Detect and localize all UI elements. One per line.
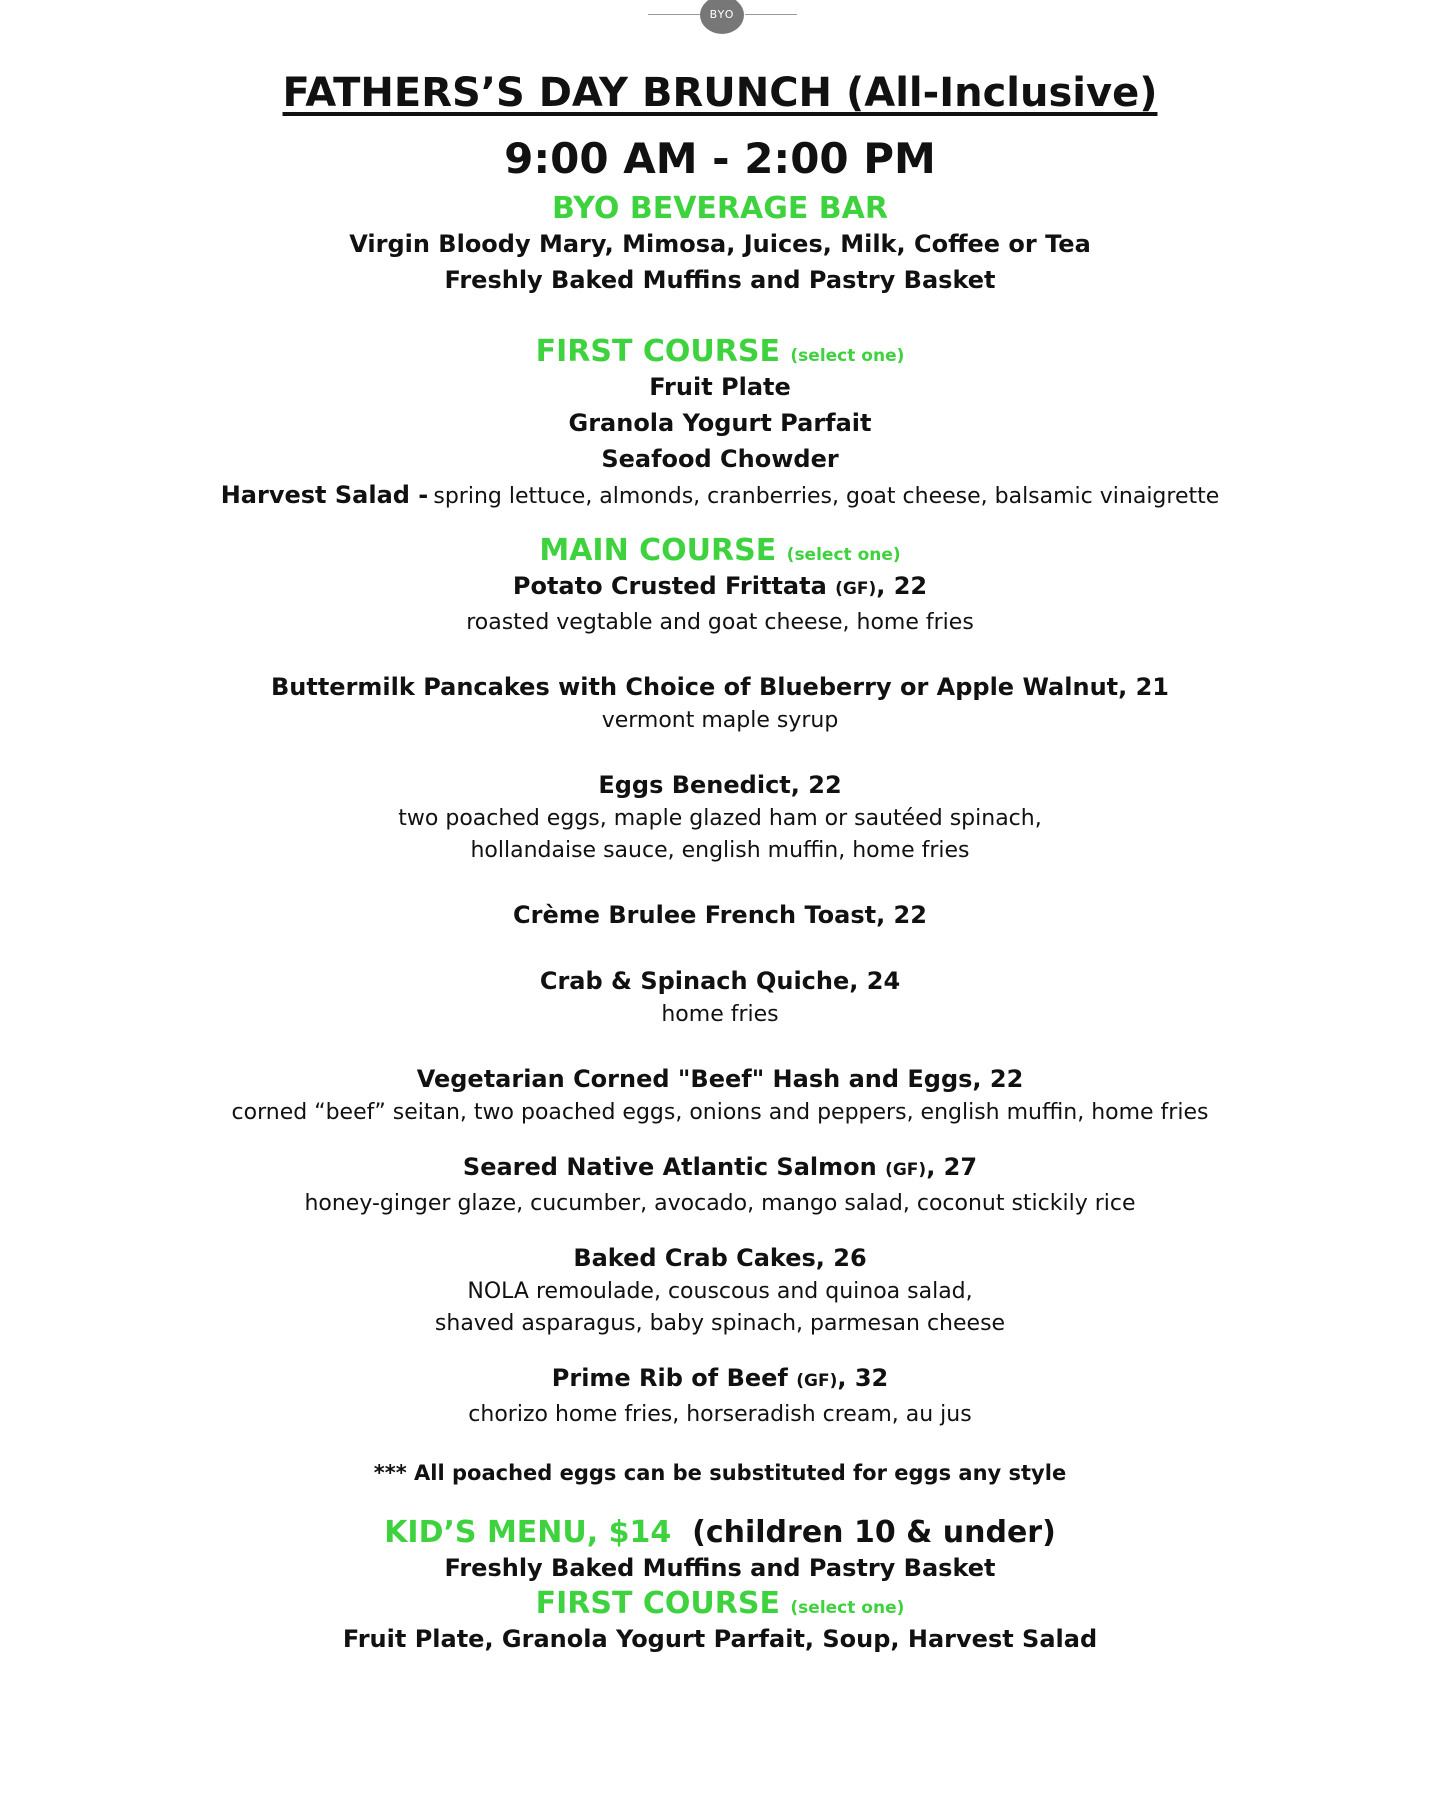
first-course-select-note: (select one): [790, 346, 905, 366]
byo-logo: BYO: [700, 0, 744, 34]
menu-hours: 9:00 AM - 2:00 PM: [504, 134, 936, 183]
main-item-title: Seared Native Atlantic Salmon: [462, 1153, 877, 1181]
main-item-price: , 32: [837, 1364, 889, 1392]
menu-title: FATHERS’S DAY BRUNCH (All-Inclusive): [282, 70, 1158, 116]
logo-divider-left: [648, 14, 700, 15]
kids-first-course-items: Fruit Plate, Granola Yogurt Parfait, Soup, Harvest Salad: [342, 1625, 1098, 1653]
main-item-title: Prime Rib of Beef: [551, 1364, 788, 1392]
main-item-desc: honey-ginger glaze, cucumber, avocado, mango salad, coconut stickily rice: [304, 1191, 1136, 1216]
harvest-salad-name: Harvest Salad -: [220, 481, 429, 509]
main-item-desc: shaved asparagus, baby spinach, parmesan cheese: [434, 1311, 1006, 1336]
harvest-salad-item: [0, 477, 1440, 513]
main-item-desc: two poached eggs, maple glazed ham or sautéed spinach,: [398, 806, 1042, 831]
kids-first-course-select-note: (select one): [790, 1598, 905, 1618]
main-item-name: Buttermilk Pancakes with Choice of Blueberry or Apple Walnut, 21: [270, 673, 1169, 701]
main-item-desc: vermont maple syrup: [601, 708, 839, 733]
main-item-name: Baked Crab Cakes, 26: [573, 1244, 867, 1272]
main-item-name: Crab & Spinach Quiche, 24: [539, 967, 901, 995]
beverage-bar-heading: BYO BEVERAGE BAR: [552, 191, 888, 226]
kids-menu-title: KID’S MENU, $14: [384, 1515, 672, 1550]
kids-menu-age: (children 10 & under): [692, 1515, 1056, 1550]
beverage-line: Freshly Baked Muffins and Pastry Basket: [444, 266, 996, 294]
gluten-free-tag: (GF): [796, 1371, 838, 1391]
first-course-item: Seafood Chowder: [601, 445, 839, 473]
first-course-item: Fruit Plate: [649, 373, 791, 401]
main-item-price: , 22: [876, 572, 928, 600]
main-item-desc: corned “beef” seitan, two poached eggs, onions and peppers, english muffin, home fries: [231, 1100, 1209, 1125]
main-item-desc: NOLA remoulade, couscous and quinoa salad,: [467, 1279, 973, 1304]
main-item-name: Eggs Benedict, 22: [598, 771, 842, 799]
main-item-desc: hollandaise sauce, english muffin, home fries: [470, 838, 970, 863]
poached-eggs-note: *** All poached eggs can be substituted for eggs any style: [373, 1461, 1067, 1485]
main-course-title: MAIN COURSE: [539, 533, 777, 568]
kids-first-course-heading: [0, 1586, 1440, 1621]
brunch-menu: [0, 70, 1440, 1657]
gluten-free-tag: (GF): [885, 1160, 927, 1180]
kids-menu-line: Freshly Baked Muffins and Pastry Basket: [444, 1554, 996, 1582]
main-item-desc: chorizo home fries, horseradish cream, au jus: [468, 1402, 972, 1427]
kids-menu-heading: [0, 1515, 1440, 1550]
main-course-heading: [0, 533, 1440, 568]
main-course-select-note: (select one): [786, 545, 901, 565]
main-item-title: Potato Crusted Frittata: [512, 572, 827, 600]
main-item-name: [0, 568, 1440, 607]
main-item-price: , 27: [926, 1153, 978, 1181]
main-item-desc: roasted vegtable and goat cheese, home fries: [466, 610, 974, 635]
logo-divider-right: [745, 14, 797, 15]
main-item-name: Crème Brulee French Toast, 22: [513, 901, 927, 929]
main-item-desc: home fries: [661, 1002, 779, 1027]
harvest-salad-desc: spring lettuce, almonds, cranberries, goat cheese, balsamic vinaigrette: [433, 484, 1220, 509]
main-item-name: [0, 1149, 1440, 1188]
main-item-name: Vegetarian Corned "Beef" Hash and Eggs, 22: [416, 1065, 1024, 1093]
logo-header: [0, 0, 1440, 40]
main-item-name: [0, 1360, 1440, 1399]
gluten-free-tag: (GF): [835, 579, 877, 599]
first-course-heading: [0, 334, 1440, 369]
first-course-item: Granola Yogurt Parfait: [568, 409, 872, 437]
beverage-line: Virgin Bloody Mary, Mimosa, Juices, Milk, Coffee or Tea: [349, 230, 1091, 258]
first-course-title: FIRST COURSE: [535, 334, 780, 369]
kids-first-course-title: FIRST COURSE: [535, 1586, 780, 1621]
